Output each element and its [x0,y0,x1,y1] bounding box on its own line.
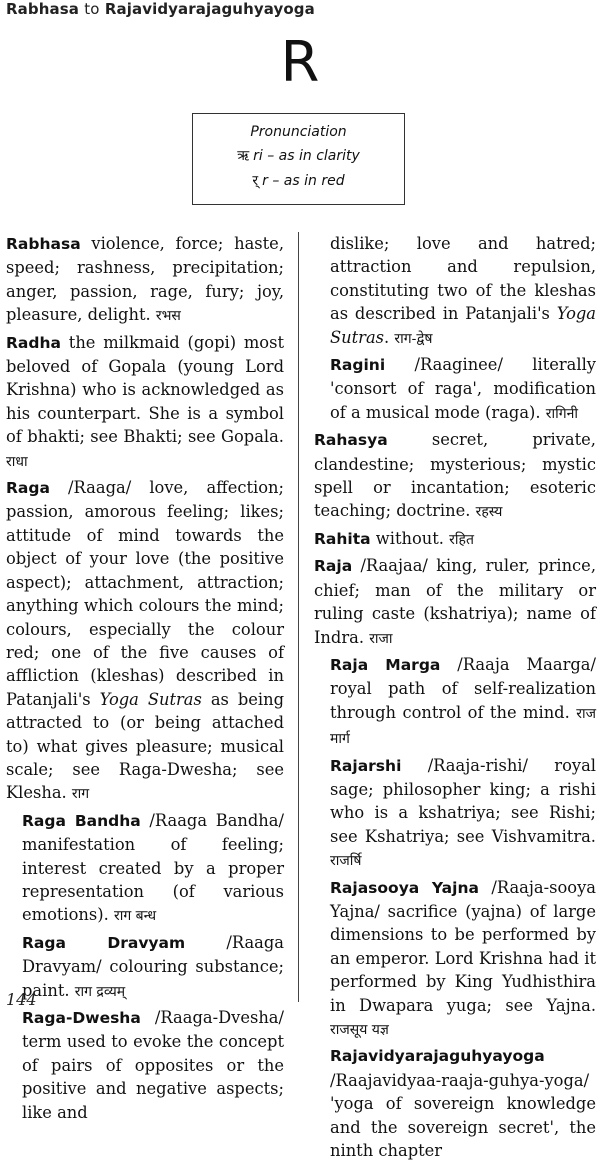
definition: /Raaja-rishi/ royal sage; philosopher king; a rishi who is a kshatriya; see Rishi; see Kshatriya; see Vishvamitra. [330,755,596,846]
entry-rahasya [314,428,596,525]
pronunciation-line-2 [193,171,404,190]
pronunciation-box [192,113,405,205]
headword: Rajarshi [330,756,402,775]
running-head [6,0,315,18]
headword: Rajavidyarajaguhyayoga [330,1047,545,1066]
running-head-start: Rabhasa [6,0,79,18]
definition: /Raaja-sooya Yajna/ sacrifice (yajna) of large dimensions to be performed by an emperor. Lord Krishna had it performed by King Yudhisthira in Dwapara yuga; see Yajna. [330,877,597,1015]
headword: Ragini [330,356,386,375]
devanagari-word: राग-द्वेष [394,330,433,347]
entry-raja [314,554,596,651]
pronunciation-line-2-devanagari: र् [252,173,259,189]
entry-rajasooya-yajna [330,876,596,1043]
headword: Rahita [314,529,371,548]
headword: Raga [6,479,50,498]
definition: /Raaga-Dvesha/ term used to evoke the concept of pairs of opposites or the positive and negative aspects; like and [22,1008,284,1122]
headword: Rahasya [314,431,388,450]
entry-raga-bandha [22,809,284,929]
italic-title: Yoga Sutras [330,304,596,347]
devanagari-word: राग बन्ध [113,908,157,925]
definition: the milkmaid (gopi) most beloved of Gopala (young Lord Krishna) who is acknowledged as his counterpart. She is a symbol of bhakti; see Bhakti; see Gopala. [6,332,284,447]
pronunciation-line-1-devanagari: ऋ [237,148,250,164]
entry-rajavidyarajaguhyayoga [330,1044,596,1162]
devanagari-word: रागिनी [545,405,578,422]
definition: /Raajavidyaa-raaja-guhya-yoga/ 'yoga of sovereign knowledge and the sovereign secret', the ninth chapter [330,1070,596,1161]
entry-rahita [314,527,596,552]
definition: without. [370,528,450,548]
entry-raga-dwesha-continued [330,232,596,351]
headword: Raga Bandha [22,811,141,830]
definition: /Raaga Dravyam/ colouring substance; paint. [22,932,284,1000]
devanagari-word: राज मार्ग [330,705,596,748]
definition-part-a: /Raaga/ love, affection; passion, amorous feeling; likes; attitude of mind towards the object of your love (the positive aspect); attachment, attraction; anything which colours the mind; colours, especially the colour red; one of the five causes of affliction (kleshas) described in Patanjali's [6,478,284,709]
headword: Radha [6,333,61,352]
devanagari-word: राजसूय यज्ञ [330,1022,389,1038]
pronunciation-line-1 [193,146,404,165]
pronunciation-title: Pronunciation [250,124,347,140]
italic-title: Yoga Sutras [99,689,202,709]
entry-raga-dravyam [22,931,284,1004]
devanagari-word: राजर्षि [330,853,362,870]
definition: violence, force; haste, speed; rashness, precipitation; anger, passion, rage, fury; joy, pleasure, delight. [6,234,284,325]
devanagari-word: राजा [369,630,393,647]
pronunciation-line-2-text: r – as in red [262,173,345,189]
definition: /Raaginee/ literally 'consort of raga', modification of a musical mode (raga). [330,355,596,422]
entry-ragini [330,353,596,426]
left-column [6,232,284,1126]
definition: /Raajaa/ king, ruler, prince, chief; man of the military or ruling caste (kshatriya); name of Indra. [314,556,596,647]
headword: Rabhasa [6,235,81,253]
definition: /Raaga Bandha/ manifestation of feeling; interest created by a proper representation (of various emotions). [22,810,284,925]
headword: Raja [314,557,353,576]
devanagari-word: राग द्रव्यम् [74,983,126,1000]
headword: Raga-Dwesha [22,1009,141,1027]
devanagari-word: राग [71,786,90,803]
definition-part-a: dislike; love and hatred; attraction and repulsion, constituting two of the kleshas as described in Patanjali's [330,234,596,324]
entry-rabhasa [6,232,284,329]
headword: Raja Marga [330,655,441,674]
page-number: 144 [6,990,37,1009]
right-column [314,232,596,1164]
entry-raga-dwesha [22,1006,284,1124]
headword: Rajasooya Yajna [330,878,479,897]
headword: Raga Dravyam [22,933,186,952]
entry-raja-marga [330,653,596,752]
devanagari-word: राधा [6,453,28,470]
devanagari-word: रहित [449,531,474,548]
definition-part-b: as being attracted to (or being attached to) what gives pleasure; musical scale; see Raga-Dwesha; see Klesha. [6,689,285,803]
running-head-to: to [84,0,100,18]
definition: /Raaja Maarga/ royal path of self-realization through control of the mind. [330,654,596,722]
running-head-end: Rajavidyarajaguhyayoga [104,0,315,18]
definition: secret, private, clandestine; mysterious; mystic spell or incantation; esoteric teaching; doctrine. [314,430,596,521]
entry-raga [6,476,284,807]
column-divider [298,232,299,1002]
devanagari-word: रहस्य [475,504,503,521]
section-letter: R [280,30,320,95]
definition-part-b: . [384,327,395,347]
entry-radha [6,331,284,474]
pronunciation-line-1-text: ri – as in clarity [253,148,360,164]
devanagari-word: रभस [155,308,181,325]
entry-rajarshi [330,754,596,874]
